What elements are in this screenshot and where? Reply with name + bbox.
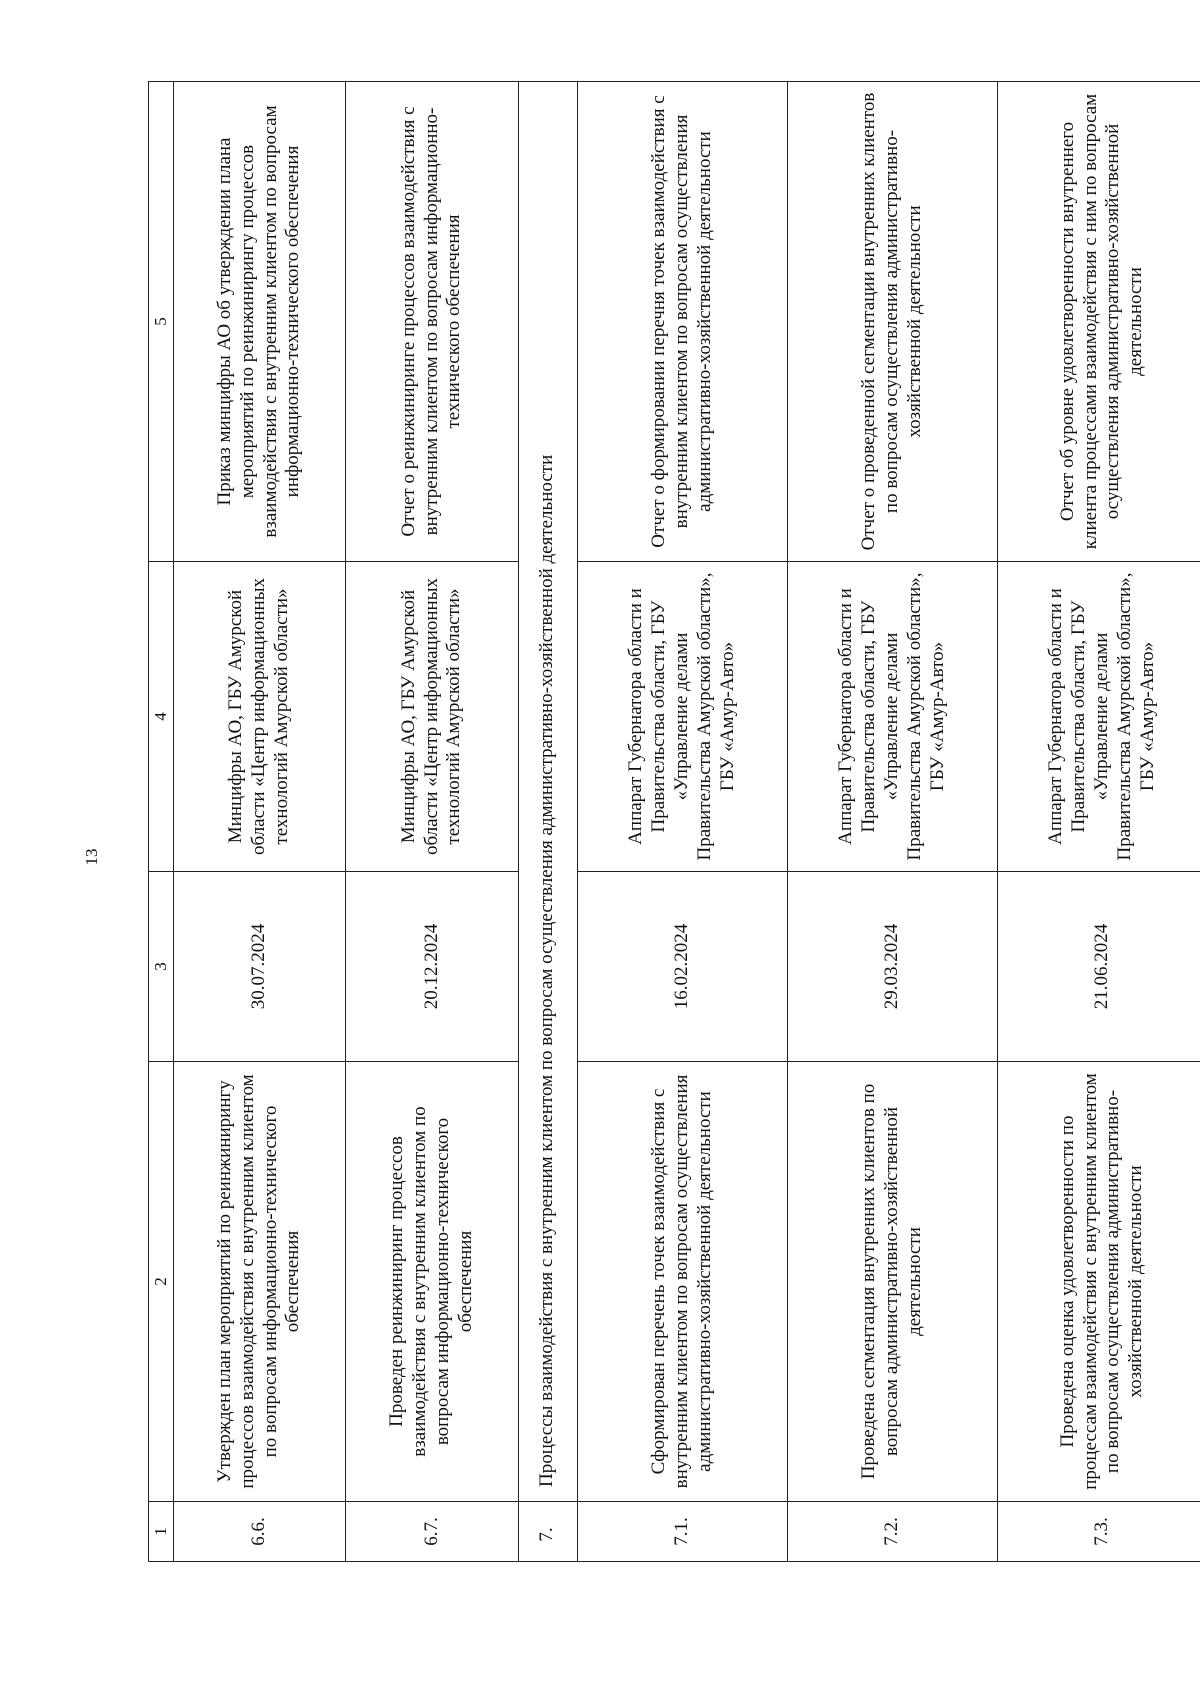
section-row [518, 82, 577, 1562]
task-cell: Сформирован перечень точек взаимодействия с внутренним клиентом по вопросам осуществления административно-хозяйственной деятельности [577, 1062, 787, 1502]
rotated-table-container [148, 82, 1200, 1562]
column-number: 3 [149, 872, 174, 1062]
responsible-cell: Минцифры АО, ГБУ Амурской области «Центр информационных технологий Амурской области» [346, 562, 518, 872]
plan-table [148, 81, 1200, 1562]
date-cell: 21.06.2024 [997, 872, 1200, 1062]
section-number: 7. [518, 1502, 577, 1562]
row-number: 6.7. [346, 1502, 518, 1562]
row-number: 6.6. [174, 1502, 346, 1562]
table-row [174, 82, 346, 1562]
responsible-cell: Аппарат Губернатора области и Правительства области, ГБУ «Управление делами Правительства Амурской области», ГБУ «Амур-Авто» [997, 562, 1200, 872]
task-cell: Проведена оценка удовлетворенности по процессам взаимодействия с внутренним клиентом по вопросам осуществления административно-хозяйственной деятельности [997, 1062, 1200, 1502]
task-cell: Проведена сегментация внутренних клиентов по вопросам административно-хозяйственной деятельности [787, 1062, 997, 1502]
task-cell: Утвержден план мероприятий по реинжинирингу процессов взаимодействия с внутренним клиентом по вопросам информационно-технического обеспечения [174, 1062, 346, 1502]
table-row [997, 82, 1200, 1562]
date-cell: 30.07.2024 [174, 872, 346, 1062]
table-row [346, 82, 518, 1562]
column-number-row [149, 82, 174, 1562]
result-cell: Отчет о реинжиниринге процессов взаимодействия с внутренним клиентом по вопросам информационно-технического обеспечения [346, 82, 518, 562]
row-number: 7.2. [787, 1502, 997, 1562]
date-cell: 16.02.2024 [577, 872, 787, 1062]
table-row [577, 82, 787, 1562]
column-number: 1 [149, 1502, 174, 1562]
table-row [787, 82, 997, 1562]
result-cell: Отчет о формировании перечня точек взаимодействия с внутренним клиентом по вопросам осуществления административно-хозяйственной деятельности [577, 82, 787, 562]
responsible-cell: Аппарат Губернатора области и Правительства области, ГБУ «Управление делами Правительства Амурской области», ГБУ «Амур-Авто» [787, 562, 997, 872]
result-cell: Отчет о проведенной сегментации внутренних клиентов по вопросам осуществления административно-хозяйственной деятельности [787, 82, 997, 562]
section-title: Процессы взаимодействия с внутренним клиентом по вопросам осуществления административно-хозяйственной деятельности [518, 82, 577, 1502]
task-cell: Проведен реинжиниринг процессов взаимодействия с внутренним клиентом по вопросам информационно-технического обеспечения [346, 1062, 518, 1502]
row-number: 7.1. [577, 1502, 787, 1562]
column-number: 4 [149, 562, 174, 872]
page-number: 13 [82, 848, 101, 866]
column-number: 5 [149, 82, 174, 562]
column-number: 2 [149, 1062, 174, 1502]
responsible-cell: Минцифры АО, ГБУ Амурской области «Центр информационных технологий Амурской области» [174, 562, 346, 872]
result-cell: Приказ минцифры АО об утверждении плана мероприятий по реинжинирингу процессов взаимодействия с внутренним клиентом по вопросам информационно-технического обеспечения [174, 82, 346, 562]
date-cell: 20.12.2024 [346, 872, 518, 1062]
result-cell: Отчет об уровне удовлетворенности внутреннего клиента процессами взаимодействия с ним по вопросам осуществления административно-хозяйственной деятельности [997, 82, 1200, 562]
row-number: 7.3. [997, 1502, 1200, 1562]
responsible-cell: Аппарат Губернатора области и Правительства области, ГБУ «Управление делами Правительства Амурской области», ГБУ «Амур-Авто» [577, 562, 787, 872]
date-cell: 29.03.2024 [787, 872, 997, 1062]
